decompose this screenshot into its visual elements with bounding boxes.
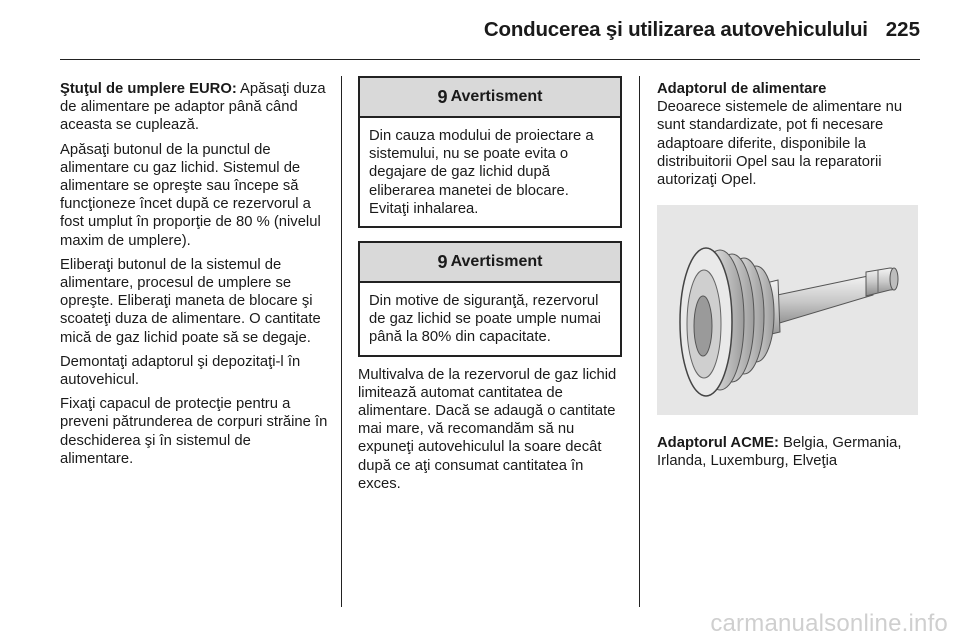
paragraph-release-button: Eliberaţi butonul de la sistemul de alimentare, procesul de umplere se opreşte. Eliberaţi maneta de blocare şi scoateţi duza de alimentare. O cantitate mică de gaz lichid poate să se degaje. <box>60 256 321 346</box>
paragraph-multivalve: Multivalva de la rezervorul de gaz lichid limitează automat cantitatea de alimentare. Dacă se adaugă o cantitate mai mare, vă recomandăm să nu expuneţi autovehiculul la soare decât după ce aţi consumat cantitatea în exces. <box>358 366 617 492</box>
page-header <box>60 18 920 46</box>
page-number: 225 <box>885 18 920 41</box>
warning-title-2: Avertisment <box>450 252 543 270</box>
warning-header-2 <box>360 243 620 283</box>
euro-nozzle-text: Apăsaţi duza de alimentare pe adaptor până când aceasta se cuplează. <box>60 81 326 134</box>
paragraph-euro-nozzle <box>60 80 328 135</box>
paragraph-adapters: Deoarece sistemele de alimentare nu sunt standardizate, pot fi necesare adaptoare diferite, disponibile la distribuitorii Opel sau la reparatorii autorizaţi Opel. <box>657 99 903 189</box>
paragraph-press-button: Apăsaţi butonul de la punctul de alimentare cu gaz lichid. Sistemul de alimentare se opreşte sau începe să funcţioneze încet după ce rezervorul a fost umplut în proporţie de 80 % (nivelul maxim de umplere). <box>60 141 321 249</box>
section-heading-adapter: Adaptorul de alimentare <box>657 81 827 97</box>
warning-box-2 <box>358 241 622 357</box>
column-divider-1 <box>341 76 342 607</box>
warning-box-1 <box>358 76 622 228</box>
acme-adapter-label: Adaptorul ACME: <box>657 435 779 452</box>
column-2 <box>358 76 622 499</box>
paragraph-remove-adapter: Demontaţi adaptorul şi depozitaţi-l în autovehicul. <box>60 353 301 389</box>
column-1 <box>60 80 328 474</box>
header-rule <box>60 59 920 60</box>
warning-icon: 9 <box>437 251 448 272</box>
watermark: carmanualsonline.info <box>710 610 948 637</box>
acme-adapter-countries: Belgia, Germania, Irlanda, Luxemburg, Elveţia <box>657 435 902 470</box>
warning-text-2: Din motive de siguranţă, rezervorul de gaz lichid se poate umple numai până la 80% din capacitate. <box>369 293 601 346</box>
warning-text-1: Din cauza modului de proiectare a sistemului, nu se poate evita o degajare de gaz lichid după eliberarea manetei de blocare. Evitaţi inhalarea. <box>369 128 594 217</box>
column-divider-2 <box>639 76 640 607</box>
paragraph-acme-adapter <box>657 434 922 470</box>
euro-nozzle-label: Ştuţul de umplere EURO: <box>60 81 237 97</box>
acme-adapter-image <box>668 220 908 400</box>
column-3 <box>657 80 922 477</box>
adapter-illustration <box>657 205 918 415</box>
warning-title-1: Avertisment <box>450 87 543 105</box>
paragraph-protective-cap: Fixaţi capacul de protecţie pentru a preveni pătrunderea de corpuri străine în deschiderea şi în sistemul de alimentare. <box>60 396 328 467</box>
page-title: Conducerea şi utilizarea autovehiculului <box>483 18 868 41</box>
warning-header-1 <box>360 78 620 118</box>
warning-icon: 9 <box>437 86 448 107</box>
